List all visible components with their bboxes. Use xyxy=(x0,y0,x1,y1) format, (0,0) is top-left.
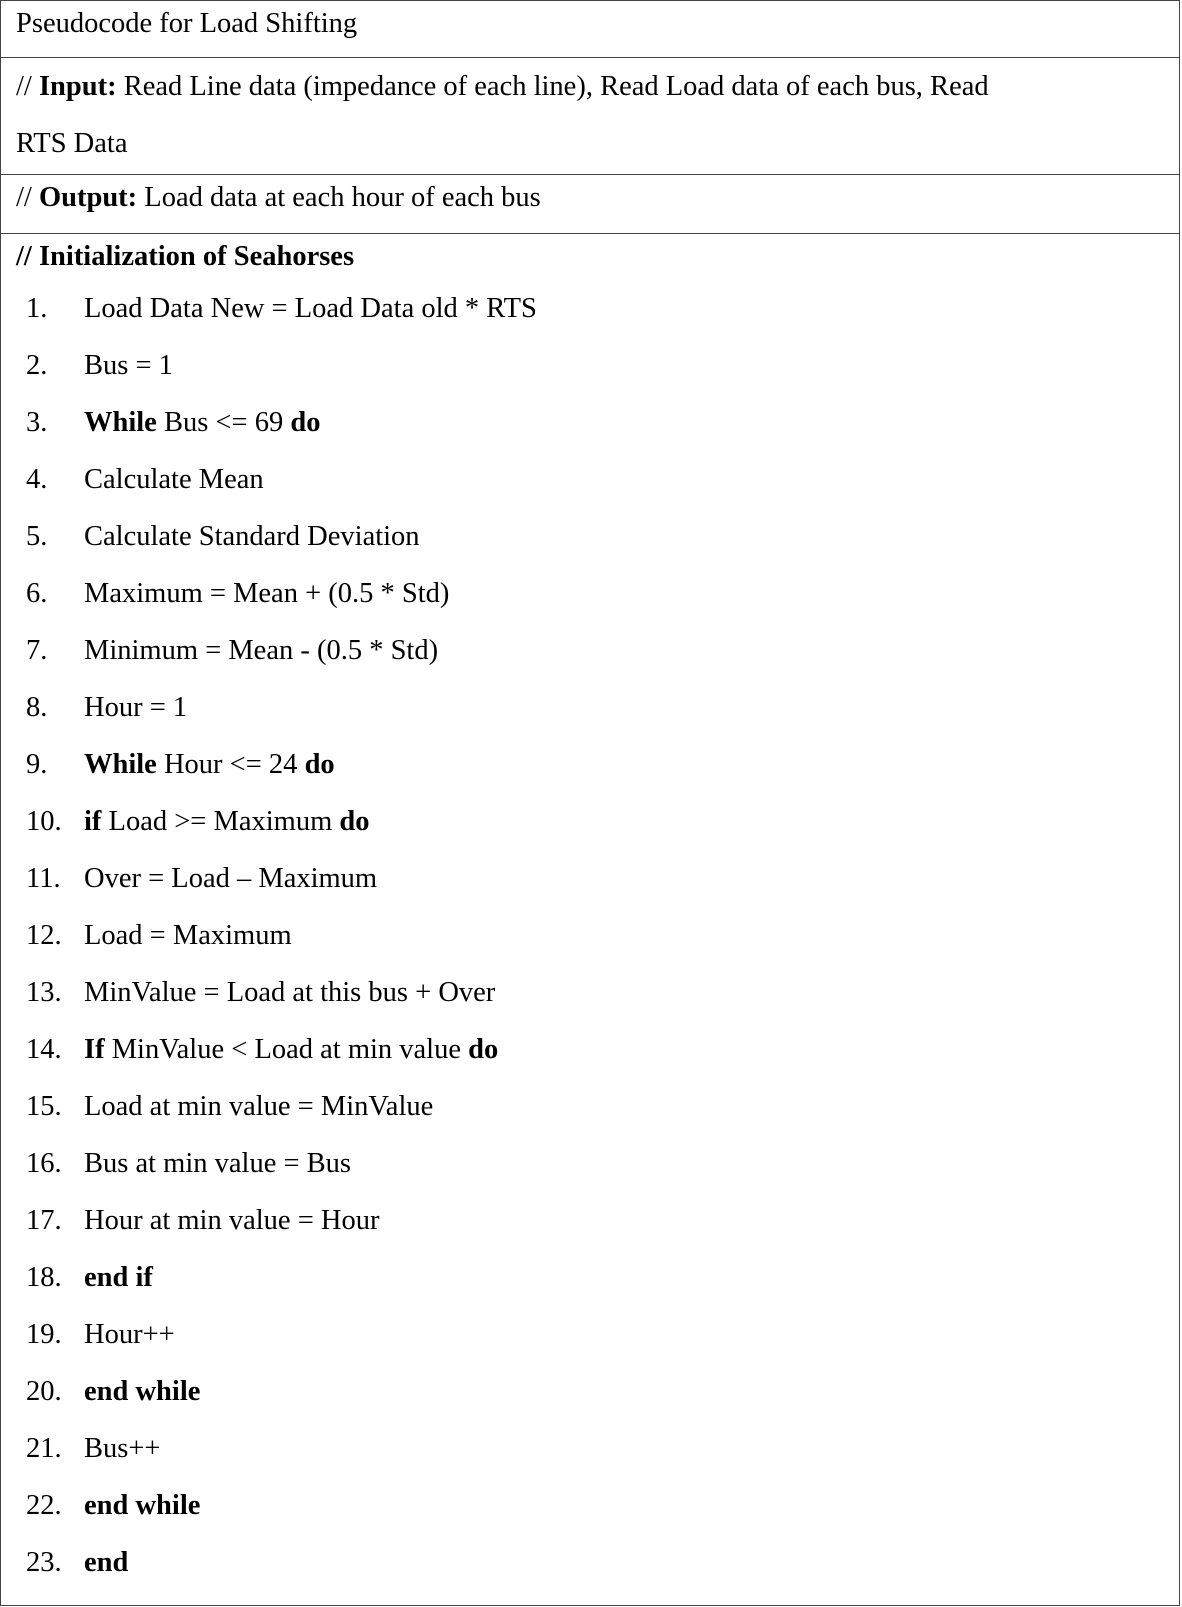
line-number: 13. xyxy=(26,977,62,1008)
code-text: Minimum = Mean - (0.5 * Std) xyxy=(84,635,439,666)
code-line xyxy=(16,565,1179,622)
line-number: 1. xyxy=(26,293,48,324)
code-line xyxy=(16,622,1179,679)
code-line xyxy=(16,337,1179,394)
line-number: 18. xyxy=(26,1262,62,1293)
input-row xyxy=(1,58,1179,175)
keyword: if xyxy=(84,806,102,837)
code-line xyxy=(16,1420,1179,1477)
output-prefix: // xyxy=(16,182,39,213)
line-code xyxy=(84,280,537,337)
line-code xyxy=(84,451,264,508)
keyword: If xyxy=(84,1034,105,1065)
code-line xyxy=(16,907,1179,964)
code-line xyxy=(16,679,1179,736)
code-line xyxy=(16,1534,1179,1591)
line-code xyxy=(84,850,377,907)
code-text: Hour <= 24 xyxy=(156,749,305,780)
keyword: end xyxy=(84,1547,129,1578)
code-text: MinValue < Load at min value xyxy=(104,1034,469,1065)
line-code xyxy=(84,793,369,850)
line-code xyxy=(84,337,173,394)
code-text: Bus at min value = Bus xyxy=(84,1148,352,1179)
line-code xyxy=(84,1078,433,1135)
line-code xyxy=(84,964,495,1021)
code-line xyxy=(16,508,1179,565)
code-line xyxy=(16,451,1179,508)
line-code xyxy=(84,394,320,451)
line-number: 23. xyxy=(26,1547,62,1578)
line-number: 11. xyxy=(26,863,61,894)
line-number: 7. xyxy=(26,635,48,666)
keyword: end if xyxy=(84,1262,153,1293)
output-row xyxy=(1,175,1179,234)
line-number: 16. xyxy=(26,1148,62,1179)
table-title-row xyxy=(1,1,1179,58)
line-code xyxy=(84,1192,379,1249)
line-code xyxy=(84,1135,351,1192)
line-number: 8. xyxy=(26,692,48,723)
code-text: Load at min value = MinValue xyxy=(84,1091,434,1122)
line-code xyxy=(84,1306,175,1363)
keyword: While xyxy=(84,407,157,438)
code-text: Bus++ xyxy=(84,1433,161,1464)
keyword: do xyxy=(468,1034,499,1065)
code-line xyxy=(16,964,1179,1021)
code-text: Bus = 1 xyxy=(84,350,173,381)
input-text-line2: RTS Data xyxy=(16,128,128,159)
code-text: MinValue = Load at this bus + Over xyxy=(84,977,496,1008)
line-code xyxy=(84,907,292,964)
code-line xyxy=(16,1477,1179,1534)
line-number: 4. xyxy=(26,464,48,495)
code-line xyxy=(16,1021,1179,1078)
code-line xyxy=(16,1249,1179,1306)
line-code xyxy=(84,1363,200,1420)
keyword: do xyxy=(290,407,321,438)
code-text: Hour = 1 xyxy=(84,692,188,723)
keyword: do xyxy=(339,806,370,837)
code-text: Calculate Standard Deviation xyxy=(84,521,420,552)
code-text: Hour++ xyxy=(84,1319,175,1350)
code-line xyxy=(16,1306,1179,1363)
code-text: Over = Load – Maximum xyxy=(84,863,378,894)
line-code xyxy=(84,508,420,565)
input-prefix: // xyxy=(16,71,39,102)
code-lines xyxy=(16,280,1179,1591)
code-text: Bus <= 69 xyxy=(156,407,291,438)
line-number: 5. xyxy=(26,521,48,552)
input-label: Input: xyxy=(38,71,117,102)
keyword: end while xyxy=(84,1490,201,1521)
line-number: 3. xyxy=(26,407,48,438)
code-text: Load = Maximum xyxy=(84,920,292,951)
line-number: 15. xyxy=(26,1091,62,1122)
output-text: Load data at each hour of each bus xyxy=(137,182,541,213)
line-number: 12. xyxy=(26,920,62,951)
line-code xyxy=(84,565,449,622)
output-label: Output: xyxy=(38,182,138,213)
line-code xyxy=(84,1477,200,1534)
code-line xyxy=(16,793,1179,850)
code-line xyxy=(16,1192,1179,1249)
code-line xyxy=(16,850,1179,907)
section-heading: // Initialization of Seahorses xyxy=(16,241,355,272)
line-number: 20. xyxy=(26,1376,62,1407)
line-code xyxy=(84,1249,153,1306)
keyword: end while xyxy=(84,1376,201,1407)
code-text: Calculate Mean xyxy=(84,464,264,495)
code-text: Hour at min value = Hour xyxy=(84,1205,380,1236)
line-number: 9. xyxy=(26,749,48,780)
line-number: 6. xyxy=(26,578,48,609)
line-code xyxy=(84,622,438,679)
code-text: Load >= Maximum xyxy=(101,806,340,837)
line-number: 21. xyxy=(26,1433,62,1464)
code-line xyxy=(16,1078,1179,1135)
keyword: do xyxy=(304,749,335,780)
code-line xyxy=(16,394,1179,451)
code-text: Load Data New = Load Data old * RTS xyxy=(84,293,537,324)
line-code xyxy=(84,1534,128,1591)
code-line xyxy=(16,280,1179,337)
line-number: 22. xyxy=(26,1490,62,1521)
code-line xyxy=(16,1135,1179,1192)
line-code xyxy=(84,1420,161,1477)
line-code xyxy=(84,1021,498,1078)
code-line xyxy=(16,1363,1179,1420)
algorithm-body xyxy=(1,234,1179,1591)
table-title: Pseudocode for Load Shifting xyxy=(16,8,358,39)
code-text: Maximum = Mean + (0.5 * Std) xyxy=(84,578,450,609)
line-number: 2. xyxy=(26,350,48,381)
keyword: While xyxy=(84,749,157,780)
line-code xyxy=(84,679,187,736)
line-code xyxy=(84,736,335,793)
line-number: 17. xyxy=(26,1205,62,1236)
input-text-line1: Read Line data (impedance of each line), Read Load data of each bus, Read xyxy=(116,71,989,102)
code-line xyxy=(16,736,1179,793)
line-number: 19. xyxy=(26,1319,62,1350)
line-number: 14. xyxy=(26,1034,62,1065)
line-number: 10. xyxy=(26,806,62,837)
